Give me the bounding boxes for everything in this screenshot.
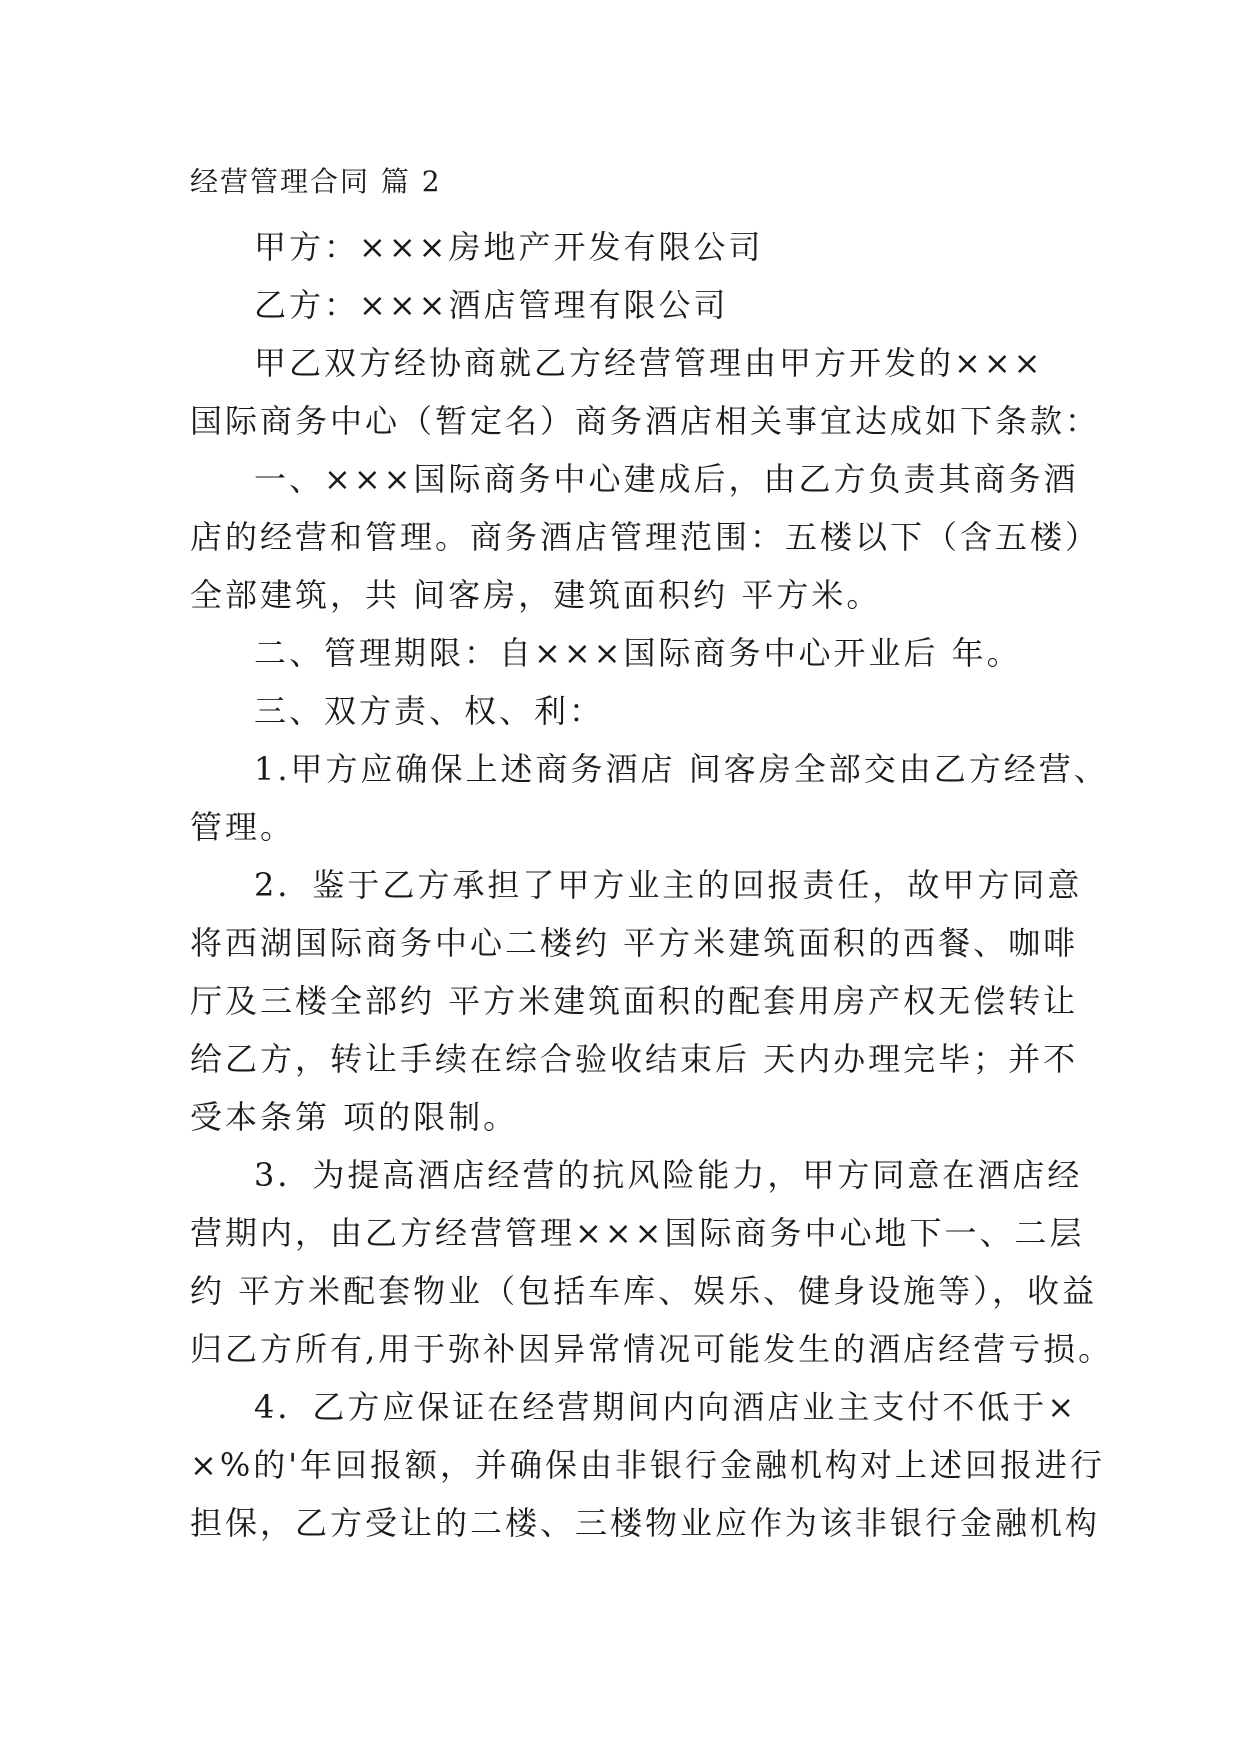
item-3-line-4: 归乙方所有,用于弥补因异常情况可能发生的酒店经营亏损。 xyxy=(190,1330,1114,1368)
item-4-line-1: 4．乙方应保证在经营期间内向酒店业主支付不低于× xyxy=(254,1388,1078,1426)
item-1-line-2: 管理。 xyxy=(190,808,296,846)
clause-1-line-1: 一、×××国际商务中心建成后，由乙方负责其商务酒 xyxy=(254,460,1079,498)
item-3-line-2: 营期内，由乙方经营管理×××国际商务中心地下一、二层 xyxy=(190,1214,1085,1252)
item-2-line-5: 受本条第 项的限制。 xyxy=(190,1098,519,1136)
item-1-line-1: 1.甲方应确保上述商务酒店 间客房全部交由乙方经营、 xyxy=(254,750,1109,788)
item-2-line-2: 将西湖国际商务中心二楼约 平方米建筑面积的西餐、咖啡 xyxy=(190,924,1079,962)
item-4-line-2: ×%的'年回报额，并确保由非银行金融机构对上述回报进行 xyxy=(190,1446,1106,1484)
item-2-line-4: 给乙方，转让手续在综合验收结束后 天内办理完毕；并不 xyxy=(190,1040,1079,1078)
preamble-line-2: 国际商务中心（暂定名）商务酒店相关事宜达成如下条款： xyxy=(190,402,1101,440)
item-4-line-3: 担保，乙方受让的二楼、三楼物业应作为该非银行金融机构 xyxy=(190,1504,1101,1542)
item-3-line-1: 3．为提高酒店经营的抗风险能力，甲方同意在酒店经 xyxy=(254,1156,1083,1194)
party-a-line: 甲方：×××房地产开发有限公司 xyxy=(254,228,764,266)
clause-1-line-2: 店的经营和管理。商务酒店管理范围：五楼以下（含五楼） xyxy=(190,518,1101,556)
item-2-line-1: 2．鉴于乙方承担了甲方业主的回报责任，故甲方同意 xyxy=(254,866,1083,904)
party-b-line: 乙方：×××酒店管理有限公司 xyxy=(254,286,729,324)
clause-3-heading: 三、双方责、权、利： xyxy=(254,692,605,730)
clause-1-line-3: 全部建筑，共 间客房，建筑面积约 平方米。 xyxy=(190,576,882,614)
document-body xyxy=(190,218,1114,1552)
clause-2-line-1: 二、管理期限：自×××国际商务中心开业后 年。 xyxy=(254,634,1022,672)
item-3-line-3: 约 平方米配套物业（包括车库、娱乐、健身设施等），收益 xyxy=(190,1272,1098,1310)
document-title: 经营管理合同 篇 2 xyxy=(190,165,442,198)
item-2-line-3: 厅及三楼全部约 平方米建筑面积的配套用房产权无偿转让 xyxy=(190,982,1079,1020)
preamble-line-1: 甲乙双方经协商就乙方经营管理由甲方开发的××× xyxy=(254,344,1044,382)
